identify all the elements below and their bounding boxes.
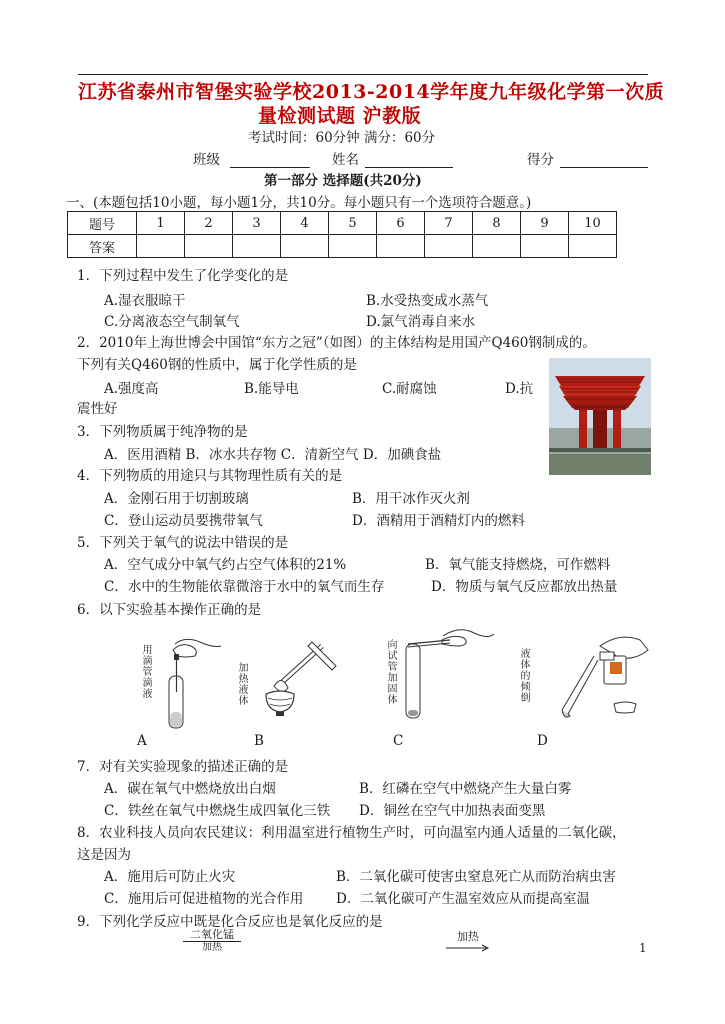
table-cell: 5 bbox=[329, 212, 377, 235]
fig-d-label: 液体的倾倒 bbox=[520, 649, 531, 704]
fig-d-letter: D bbox=[537, 733, 548, 749]
q5-option-c: C．水中的生物能依靠微溶于水中的氧气而生存 bbox=[104, 579, 385, 595]
score-label: 得分 bbox=[527, 152, 554, 168]
table-cell: 1 bbox=[137, 212, 185, 235]
name-blank[interactable] bbox=[365, 153, 453, 168]
q5-option-b: B．氧气能支持燃烧，可作燃料 bbox=[425, 557, 611, 573]
q9-condition-1-bottom: 加热 bbox=[202, 942, 222, 953]
table-cell: 9 bbox=[521, 212, 569, 235]
q5-option-d: D．物质与氧气反应都放出热量 bbox=[431, 579, 618, 595]
q7-option-d: D．铜丝在空气中加热表面变黑 bbox=[359, 803, 546, 819]
answer-cell[interactable] bbox=[329, 235, 377, 258]
q1-stem: 1．下列过程中发生了化学变化的是 bbox=[77, 268, 289, 284]
q7-option-b: B．红磷在空气中燃烧产生大量白雾 bbox=[359, 781, 572, 797]
q2-option-c: C.耐腐蚀 bbox=[382, 381, 437, 397]
exam-info: 考试时间：60分钟 满分：60分 bbox=[248, 130, 436, 146]
part-title: 第一部分 选择题(共20分) bbox=[264, 173, 422, 189]
q1-option-b: B.水受热变成水蒸气 bbox=[366, 293, 489, 309]
table-cell: 10 bbox=[569, 212, 617, 235]
q1-option-d: D.氯气消毒自来水 bbox=[366, 314, 476, 330]
class-label: 班级 bbox=[193, 152, 220, 168]
answer-cell[interactable] bbox=[425, 235, 473, 258]
fig-a-label: 用滴管滴液 bbox=[142, 645, 153, 700]
header-rule bbox=[78, 74, 648, 75]
page-number: 1 bbox=[639, 941, 647, 955]
fig-c-label: 向试管加固体 bbox=[387, 640, 398, 706]
answer-cell[interactable] bbox=[569, 235, 617, 258]
row-label-answer: 答案 bbox=[68, 235, 137, 258]
q8-stem-line1: 8．农业科技人员向农民建议：利用温室进行植物生产时，可向温室内通人适量的二氧化碳， bbox=[77, 825, 626, 841]
answer-cell[interactable] bbox=[233, 235, 281, 258]
fig-a-dropper-image bbox=[155, 632, 225, 732]
q4-stem: 4．下列物质的用途只与其物理性质有关的是 bbox=[77, 468, 343, 484]
fig-b-letter: B bbox=[254, 733, 264, 749]
q9-stem: 9．下列化学反应中既是化合反应也是氧化反应的是 bbox=[77, 914, 383, 930]
q3-stem: 3．下列物质属于纯净物的是 bbox=[77, 424, 248, 440]
q4-option-c: C．登山运动员要携带氧气 bbox=[104, 513, 263, 529]
q5-stem: 5．下列关于氧气的说法中错误的是 bbox=[77, 535, 289, 551]
china-pavilion-image bbox=[549, 358, 651, 475]
q8-option-c: C．施用后可促进植物的光合作用 bbox=[104, 891, 304, 907]
row-label-number: 题号 bbox=[68, 212, 137, 235]
table-row bbox=[68, 235, 617, 258]
q7-stem: 7．对有关实验现象的描述正确的是 bbox=[77, 759, 289, 775]
score-field bbox=[527, 148, 648, 168]
q4-option-b: B．用干冰作灭火剂 bbox=[352, 491, 470, 507]
q2-option-b: B.能导电 bbox=[244, 381, 299, 397]
arrow-icon bbox=[446, 944, 490, 952]
q6-stem: 6．以下实验基本操作正确的是 bbox=[77, 602, 262, 618]
q9-condition-1-top: 二氧化锰 bbox=[183, 929, 241, 942]
fig-b-label: 加热液体 bbox=[238, 663, 249, 707]
q8-stem-line2: 这是因为 bbox=[77, 847, 131, 863]
q8-option-a: A．施用后可防止火灾 bbox=[104, 869, 236, 885]
exam-title-line2: 量检测试题 沪教版 bbox=[258, 105, 422, 127]
q4-option-d: D．酒精用于酒精灯内的燃料 bbox=[352, 513, 525, 529]
table-cell: 4 bbox=[281, 212, 329, 235]
fig-a-letter: A bbox=[137, 733, 147, 749]
table-row bbox=[68, 212, 617, 235]
fig-c-solid-image bbox=[398, 622, 498, 722]
table-cell: 8 bbox=[473, 212, 521, 235]
q8-option-d: D．二氧化碳可产生温室效应从而提高室温 bbox=[336, 891, 590, 907]
q5-option-a: A．空气成分中氧气约占空气体积的21% bbox=[104, 557, 347, 573]
q3-options: A．医用酒精 B．冰水共存物 C．清新空气 D．加碘食盐 bbox=[104, 447, 442, 463]
answer-table bbox=[67, 211, 617, 258]
answer-cell[interactable] bbox=[473, 235, 521, 258]
answer-cell[interactable] bbox=[281, 235, 329, 258]
table-cell: 2 bbox=[185, 212, 233, 235]
answer-cell[interactable] bbox=[521, 235, 569, 258]
q2-option-d: D.抗 bbox=[505, 381, 534, 397]
class-blank[interactable] bbox=[230, 153, 310, 168]
score-blank[interactable] bbox=[560, 153, 648, 168]
q1-option-a: A.湿衣服晾干 bbox=[104, 293, 186, 309]
q2-option-d-cont: 震性好 bbox=[77, 401, 118, 417]
answer-cell[interactable] bbox=[377, 235, 425, 258]
q9-condition-1 bbox=[183, 929, 241, 954]
class-field bbox=[193, 148, 310, 168]
answer-cell[interactable] bbox=[137, 235, 185, 258]
name-field bbox=[332, 148, 453, 168]
table-cell: 6 bbox=[377, 212, 425, 235]
q2-option-a: A.强度高 bbox=[104, 381, 159, 397]
q7-option-c: C．铁丝在氧气中燃烧生成四氧化三铁 bbox=[104, 803, 331, 819]
name-label: 姓名 bbox=[332, 152, 359, 168]
fig-d-pouring-image bbox=[540, 626, 655, 726]
q9-condition-2 bbox=[446, 928, 490, 952]
q4-option-a: A．金刚石用于切割玻璃 bbox=[104, 491, 249, 507]
q2-stem-line2: 下列有关Q460钢的性质中，属于化学性质的是 bbox=[77, 357, 357, 373]
q2-stem-line1: 2．2010年上海世博会中国馆“东方之冠”（如图）的主体结构是用国产Q460钢制成的。 bbox=[77, 335, 596, 351]
answer-cell[interactable] bbox=[185, 235, 233, 258]
exam-title-line1: 江苏省泰州市智堡实验学校2013-2014学年度九年级化学第一次质 bbox=[78, 81, 665, 103]
q9-condition-2-text: 加热 bbox=[457, 930, 479, 943]
table-cell: 7 bbox=[425, 212, 473, 235]
q1-option-c: C.分离液态空气制氧气 bbox=[104, 314, 240, 330]
fig-c-letter: C bbox=[393, 733, 404, 749]
q8-option-b: B．二氧化碳可使害虫窒息死亡从而防治病虫害 bbox=[336, 869, 616, 885]
section-intro: 一、(本题包括10小题，每小题1分，共10分。每小题只有一个选项符合题意。) bbox=[66, 195, 532, 211]
q7-option-a: A．碳在氧气中燃烧放出白烟 bbox=[104, 781, 276, 797]
table-cell: 3 bbox=[233, 212, 281, 235]
fig-b-heating-image bbox=[252, 638, 342, 718]
